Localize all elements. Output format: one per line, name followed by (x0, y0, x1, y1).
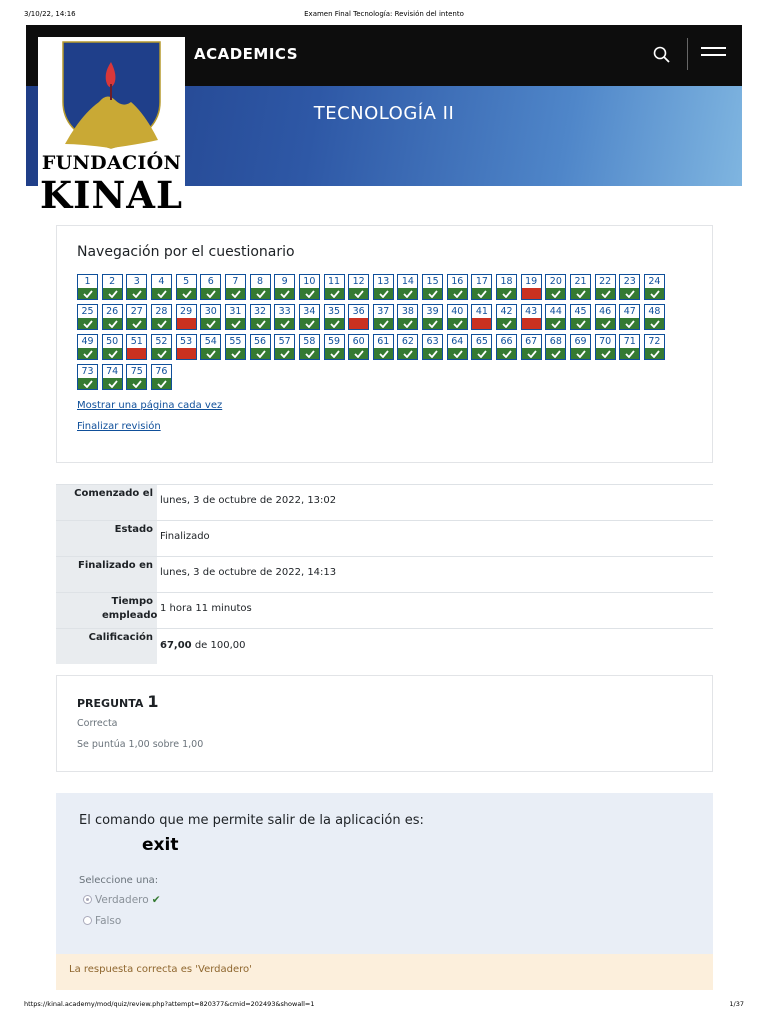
quiz-nav-number: 71 (623, 336, 636, 347)
quiz-nav-number: 43 (525, 306, 538, 317)
quiz-nav-button[interactable] (447, 304, 468, 330)
check-icon (571, 288, 590, 299)
check-icon (398, 318, 417, 329)
quiz-nav-button[interactable] (348, 274, 369, 300)
quiz-nav-number: 29 (180, 306, 193, 317)
quiz-nav-number: 12 (352, 276, 365, 287)
quiz-nav-number: 3 (133, 276, 140, 287)
question-content (56, 793, 713, 954)
check-icon (325, 348, 344, 359)
summary-value: lunes, 3 de octubre de 2022, 13:02 (160, 495, 337, 506)
quiz-nav-number: 46 (599, 306, 612, 317)
check-icon (374, 348, 393, 359)
check-icon (398, 288, 417, 299)
question-score: Se puntúa 1,00 sobre 1,00 (77, 739, 204, 750)
quiz-nav-number: 32 (254, 306, 267, 317)
check-icon (103, 318, 122, 329)
quiz-nav-button[interactable] (422, 274, 443, 300)
print-header (24, 10, 744, 22)
check-icon (349, 288, 368, 299)
check-icon (275, 318, 294, 329)
quiz-nav-button[interactable] (496, 334, 517, 360)
check-icon (472, 348, 491, 359)
quiz-nav-button[interactable] (102, 334, 123, 360)
option-false[interactable] (83, 915, 121, 927)
quiz-nav-number: 2 (109, 276, 116, 287)
check-icon (300, 348, 319, 359)
check-icon (349, 348, 368, 359)
quiz-nav-number: 61 (377, 336, 390, 347)
quiz-nav-button[interactable] (200, 334, 221, 360)
check-icon (127, 288, 146, 299)
check-icon (78, 318, 97, 329)
quiz-nav-button[interactable] (225, 334, 246, 360)
quiz-nav-button[interactable] (176, 274, 197, 300)
incorrect-marker (472, 318, 491, 329)
quiz-nav-button[interactable] (373, 274, 394, 300)
summary-value (160, 640, 246, 651)
quiz-nav-number: 68 (549, 336, 562, 347)
option-true[interactable] (83, 894, 161, 906)
check-icon (571, 348, 590, 359)
check-icon (226, 318, 245, 329)
quiz-nav-number: 67 (525, 336, 538, 347)
quiz-nav-number: 35 (327, 306, 341, 317)
quiz-nav-button[interactable] (250, 274, 271, 300)
check-icon (374, 318, 393, 329)
quiz-nav-number: 65 (475, 336, 488, 347)
quiz-nav-number: 19 (525, 276, 538, 287)
radio-selected-icon[interactable] (83, 895, 92, 904)
quiz-nav-button[interactable] (225, 274, 246, 300)
quiz-navigation-heading: Navegación por el cuestionario (77, 244, 295, 260)
quiz-nav-number: 62 (401, 336, 414, 347)
quiz-nav-button[interactable] (151, 304, 172, 330)
quiz-nav-number: 51 (130, 336, 143, 347)
check-icon (127, 378, 146, 389)
summary-row-started (56, 484, 713, 520)
check-icon (497, 288, 516, 299)
check-icon (152, 348, 171, 359)
quiz-nav-number: 44 (549, 306, 562, 317)
print-doc-title: Examen Final Tecnología: Revisión del intento (304, 10, 464, 18)
quiz-nav-button[interactable] (299, 274, 320, 300)
quiz-nav-number: 36 (352, 306, 365, 317)
quiz-nav-button[interactable] (126, 274, 147, 300)
question-code: exit (142, 835, 179, 855)
question-heading (77, 692, 159, 711)
check-icon (448, 288, 467, 299)
quiz-nav-button[interactable] (397, 334, 418, 360)
quiz-nav-button[interactable] (644, 304, 665, 330)
quiz-nav-number: 60 (352, 336, 365, 347)
incorrect-marker (522, 318, 541, 329)
quiz-nav-button[interactable] (447, 334, 468, 360)
check-icon (251, 318, 270, 329)
quiz-nav-number: 23 (623, 276, 636, 287)
quiz-nav-button[interactable] (299, 334, 320, 360)
quiz-nav-button[interactable] (373, 304, 394, 330)
quiz-nav-number: 33 (278, 306, 291, 317)
check-icon (522, 348, 541, 359)
question-text: El comando que me permite salir de la aplicación es: (79, 813, 424, 828)
quiz-nav-button[interactable] (200, 274, 221, 300)
option-true-label: Verdadero (95, 894, 149, 906)
quiz-nav-number: 63 (426, 336, 439, 347)
quiz-nav-number: 75 (130, 366, 143, 377)
quiz-nav-button[interactable] (324, 304, 345, 330)
quiz-nav-number: 50 (106, 336, 119, 347)
check-icon (275, 288, 294, 299)
quiz-nav-number: 66 (500, 336, 513, 347)
check-icon (620, 348, 639, 359)
quiz-nav-number: 47 (623, 306, 636, 317)
check-icon (201, 318, 220, 329)
quiz-nav-button[interactable] (274, 334, 295, 360)
incorrect-marker (349, 318, 368, 329)
summary-row-finished (56, 556, 713, 592)
check-icon (201, 288, 220, 299)
check-icon (103, 378, 122, 389)
summary-value: 1 hora 11 minutos (160, 603, 252, 614)
quiz-nav-button[interactable] (250, 304, 271, 330)
check-icon (620, 288, 639, 299)
quiz-nav-number: 59 (327, 336, 341, 347)
quiz-nav-number: 14 (401, 276, 414, 287)
summary-value: lunes, 3 de octubre de 2022, 14:13 (160, 567, 337, 578)
quiz-nav-button[interactable] (471, 334, 492, 360)
quiz-nav-number: 1 (84, 276, 91, 287)
quiz-nav-number: 24 (648, 276, 661, 287)
check-icon (251, 348, 270, 359)
summary-row-grade (56, 628, 713, 664)
incorrect-marker (522, 288, 541, 299)
quiz-nav-button[interactable] (595, 304, 616, 330)
course-title: TECNOLOGÍA II (313, 103, 455, 124)
summary-label: Calificación (56, 629, 157, 664)
option-false-label: Falso (95, 915, 122, 927)
check-icon (620, 318, 639, 329)
check-icon (226, 348, 245, 359)
radio-empty-icon[interactable] (83, 916, 92, 925)
quiz-nav-number: 28 (155, 306, 168, 317)
quiz-nav-button[interactable] (521, 334, 542, 360)
quiz-nav-number: 22 (599, 276, 612, 287)
quiz-nav-button[interactable] (348, 304, 369, 330)
quiz-nav-number: 45 (574, 306, 587, 317)
quiz-nav-number: 55 (229, 336, 242, 347)
attempt-summary-table (56, 484, 713, 664)
quiz-nav-number: 73 (81, 366, 94, 377)
check-icon (78, 378, 97, 389)
quiz-nav-number: 70 (599, 336, 612, 347)
quiz-nav-button[interactable] (644, 274, 665, 300)
quiz-nav-number: 58 (303, 336, 316, 347)
quiz-nav-button[interactable] (126, 334, 147, 360)
check-icon (103, 348, 122, 359)
quiz-nav-button[interactable] (521, 304, 542, 330)
check-icon (127, 318, 146, 329)
check-icon (275, 348, 294, 359)
quiz-nav-number: 6 (207, 276, 214, 287)
check-icon (152, 318, 171, 329)
check-icon (300, 288, 319, 299)
quiz-nav-number: 53 (180, 336, 193, 347)
check-icon (448, 348, 467, 359)
quiz-nav-button[interactable] (274, 304, 295, 330)
quiz-nav-button[interactable] (151, 274, 172, 300)
quiz-nav-button[interactable] (176, 304, 197, 330)
check-icon (398, 348, 417, 359)
quiz-nav-button[interactable] (521, 274, 542, 300)
quiz-nav-number: 49 (81, 336, 94, 347)
incorrect-marker (177, 318, 196, 329)
summary-row-state (56, 520, 713, 556)
question-state: Correcta (77, 718, 118, 729)
quiz-nav-button[interactable] (151, 364, 172, 390)
quiz-nav-button[interactable] (496, 274, 517, 300)
check-icon (546, 348, 565, 359)
quiz-nav-button[interactable] (225, 304, 246, 330)
quiz-nav-number: 74 (106, 366, 119, 377)
check-icon (596, 288, 615, 299)
summary-value: Finalizado (160, 531, 210, 542)
quiz-nav-number: 17 (475, 276, 488, 287)
quiz-nav-button[interactable] (447, 274, 468, 300)
feedback-text: La respuesta correcta es 'Verdadero' (69, 964, 252, 975)
grade-max: de 100,00 (194, 640, 246, 651)
check-icon (78, 288, 97, 299)
quiz-nav-button[interactable] (324, 334, 345, 360)
print-date: 3/10/22, 14:16 (24, 10, 76, 18)
quiz-nav-number: 11 (327, 276, 341, 287)
print-footer (24, 1000, 744, 1012)
quiz-nav-number: 37 (377, 306, 390, 317)
finish-review-link[interactable]: Finalizar revisión (77, 421, 161, 432)
check-icon (325, 288, 344, 299)
shield-icon (61, 40, 162, 150)
quiz-nav-button[interactable] (644, 334, 665, 360)
quiz-nav-button[interactable] (102, 364, 123, 390)
quiz-nav-number: 20 (549, 276, 562, 287)
quiz-nav-number: 25 (81, 306, 94, 317)
check-icon (423, 288, 442, 299)
check-icon (448, 318, 467, 329)
quiz-nav-button[interactable] (250, 334, 271, 360)
logo-text-fundacion: FUNDACIÓN (41, 152, 182, 174)
quiz-nav-number: 48 (648, 306, 661, 317)
quiz-nav-number: 18 (500, 276, 513, 287)
quiz-nav-button[interactable] (77, 334, 98, 360)
quiz-nav-button[interactable] (126, 364, 147, 390)
quiz-nav-number: 56 (254, 336, 267, 347)
check-icon (423, 348, 442, 359)
quiz-nav-number: 34 (303, 306, 316, 317)
quiz-nav-button[interactable] (570, 274, 591, 300)
grade-score: 67,00 (160, 640, 192, 651)
quiz-nav-button[interactable] (102, 274, 123, 300)
quiz-nav-number: 31 (229, 306, 242, 317)
quiz-nav-button[interactable] (126, 304, 147, 330)
check-icon (78, 348, 97, 359)
check-icon (152, 288, 171, 299)
quiz-nav-button[interactable] (545, 274, 566, 300)
quiz-nav-button[interactable] (595, 334, 616, 360)
check-icon (374, 288, 393, 299)
check-icon (571, 318, 590, 329)
quiz-nav-button[interactable] (545, 334, 566, 360)
check-icon (103, 288, 122, 299)
check-icon (497, 318, 516, 329)
summary-row-time (56, 592, 713, 628)
check-icon (472, 288, 491, 299)
summary-label: Comenzado el (56, 485, 157, 520)
summary-label: Finalizado en (56, 557, 157, 592)
quiz-nav-button[interactable] (77, 304, 98, 330)
quiz-nav-number: 30 (204, 306, 217, 317)
incorrect-marker (177, 348, 196, 359)
quiz-nav-button[interactable] (102, 304, 123, 330)
quiz-nav-button[interactable] (151, 334, 172, 360)
question-number: 1 (147, 692, 159, 711)
brand-link[interactable]: ACADEMICS (194, 45, 299, 63)
check-icon (497, 348, 516, 359)
quiz-nav-button[interactable] (570, 334, 591, 360)
quiz-nav-number: 54 (204, 336, 217, 347)
quiz-nav-number: 15 (426, 276, 439, 287)
quiz-nav-number: 5 (183, 276, 190, 287)
question-info-card (56, 675, 713, 772)
check-icon (325, 318, 344, 329)
quiz-nav-number: 21 (574, 276, 587, 287)
quiz-nav-number: 8 (257, 276, 264, 287)
quiz-nav-number: 52 (155, 336, 168, 347)
logo-text-kinal: KINAL (39, 173, 183, 217)
summary-label: Tiempo empleado (56, 593, 157, 628)
quiz-nav-number: 10 (303, 276, 316, 287)
quiz-nav-button[interactable] (397, 274, 418, 300)
check-icon (645, 318, 664, 329)
quiz-nav-number: 69 (574, 336, 587, 347)
quiz-nav-button[interactable] (619, 274, 640, 300)
checkmark-icon: ✔ (151, 894, 161, 906)
quiz-nav-button[interactable] (324, 274, 345, 300)
quiz-nav-number: 13 (377, 276, 390, 287)
quiz-nav-button[interactable] (496, 304, 517, 330)
check-icon (152, 378, 171, 389)
quiz-nav-button[interactable] (348, 334, 369, 360)
check-icon (251, 288, 270, 299)
quiz-nav-button[interactable] (176, 334, 197, 360)
quiz-nav-number: 72 (648, 336, 661, 347)
navbar-divider (687, 38, 688, 70)
check-icon (423, 318, 442, 329)
check-icon (177, 288, 196, 299)
quiz-nav-button[interactable] (471, 304, 492, 330)
summary-label: Estado (56, 521, 157, 556)
check-icon (546, 318, 565, 329)
quiz-nav-number: 16 (451, 276, 464, 287)
quiz-nav-number: 41 (475, 306, 488, 317)
check-icon (546, 288, 565, 299)
quiz-navigation-panel (56, 225, 713, 463)
check-icon (645, 348, 664, 359)
check-icon (300, 318, 319, 329)
check-icon (596, 318, 615, 329)
question-label: PREGUNTA (77, 697, 144, 710)
quiz-nav-button[interactable] (570, 304, 591, 330)
incorrect-marker (127, 348, 146, 359)
hamburger-icon[interactable] (701, 47, 726, 63)
quiz-nav-button[interactable] (471, 274, 492, 300)
show-one-page-link[interactable]: Mostrar una página cada vez (77, 400, 223, 411)
quiz-nav-button[interactable] (397, 304, 418, 330)
quiz-nav-number: 9 (281, 276, 288, 287)
quiz-nav-number: 26 (106, 306, 119, 317)
quiz-nav-button[interactable] (200, 304, 221, 330)
quiz-nav-button[interactable] (274, 274, 295, 300)
quiz-nav-number: 4 (158, 276, 165, 287)
quiz-nav-button[interactable] (373, 334, 394, 360)
quiz-nav-button[interactable] (545, 304, 566, 330)
print-url: https://kinal.academy/mod/quiz/review.php?attempt=820377&cmid=202493&showall=1 (24, 1000, 315, 1008)
quiz-nav-number: 27 (130, 306, 143, 317)
quiz-nav-number: 64 (451, 336, 464, 347)
quiz-nav-button[interactable] (77, 274, 98, 300)
quiz-nav-number: 40 (451, 306, 464, 317)
quiz-nav-number: 7 (232, 276, 239, 287)
quiz-nav-button[interactable] (422, 334, 443, 360)
quiz-nav-number: 38 (401, 306, 414, 317)
quiz-nav-button[interactable] (619, 334, 640, 360)
search-icon[interactable] (652, 45, 672, 65)
quiz-nav-button[interactable] (619, 304, 640, 330)
answer-prompt: Seleccione una: (79, 875, 159, 886)
quiz-nav-button[interactable] (77, 364, 98, 390)
check-icon (201, 348, 220, 359)
quiz-nav-number: 39 (426, 306, 439, 317)
print-page-number: 1/37 (729, 1000, 744, 1008)
institution-logo (38, 37, 185, 215)
quiz-nav-number: 76 (155, 366, 168, 377)
check-icon (645, 288, 664, 299)
quiz-nav-button[interactable] (422, 304, 443, 330)
quiz-nav-number: 42 (500, 306, 513, 317)
correct-answer-feedback (56, 954, 713, 990)
check-icon (596, 348, 615, 359)
quiz-nav-button[interactable] (299, 304, 320, 330)
check-icon (226, 288, 245, 299)
quiz-nav-number: 57 (278, 336, 291, 347)
quiz-nav-button[interactable] (595, 274, 616, 300)
